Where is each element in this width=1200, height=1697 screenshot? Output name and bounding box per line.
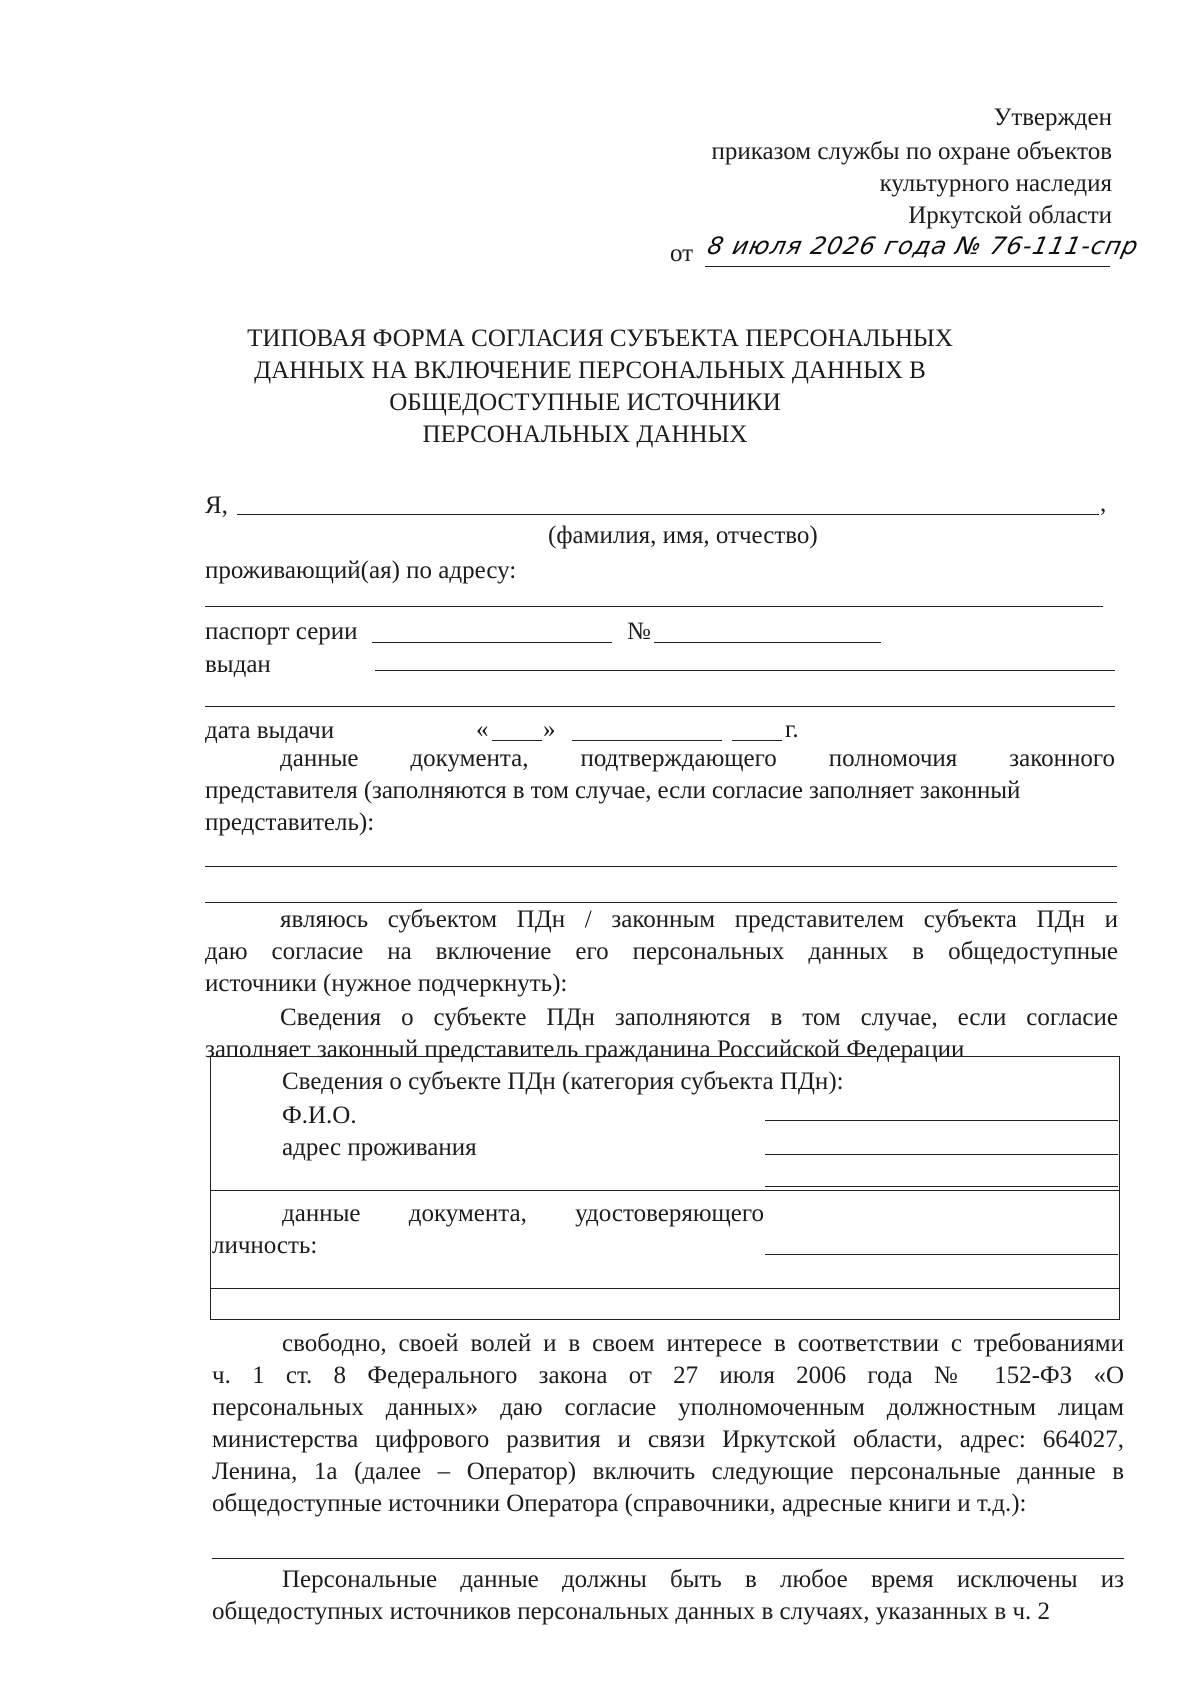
quote-open: « bbox=[476, 716, 489, 743]
approval-line-2: приказом службы по охране объектов bbox=[711, 138, 1112, 165]
consent-line-4: министерства цифрового развития и связи Иркутской области, адрес: 664027, bbox=[212, 1426, 1124, 1453]
rep-line-3: представитель): bbox=[205, 809, 375, 836]
issue-date-label: дата выдачи bbox=[205, 717, 335, 744]
table-row-divider-1 bbox=[210, 1190, 1120, 1191]
approval-handwritten-date: 8 июля 2026 года № 76-111-спр bbox=[705, 232, 1142, 260]
fio-field[interactable] bbox=[237, 514, 1099, 515]
title-line-3: ОБЩЕДОСТУПНЫЕ ИСТОЧНИКИ bbox=[389, 389, 781, 416]
passport-series-field[interactable] bbox=[372, 642, 612, 643]
approval-line-3: культурного наследия bbox=[879, 170, 1112, 197]
passport-number-label: № bbox=[627, 618, 651, 645]
consent-line-5: Ленина, 1а (далее – Оператор) включить следующие персональные данные в bbox=[212, 1458, 1124, 1485]
approval-line-1: Утвержден bbox=[993, 104, 1112, 131]
rep-line-2: представителя (заполняются в том случае, если согласие заполняет законный bbox=[205, 777, 1021, 804]
table-fio-label: Ф.И.О. bbox=[282, 1102, 357, 1129]
quote-close: » bbox=[543, 716, 556, 743]
passport-number-field[interactable] bbox=[654, 642, 881, 643]
consent-line-3: персональных данных» даю согласие уполномоченным должностным лицам bbox=[212, 1394, 1124, 1421]
subject-line-2: даю согласие на включение его персональных данных в общедоступные bbox=[205, 938, 1118, 965]
subject-line-1: являюсь субъектом ПДн / законным представителем субъекта ПДн и bbox=[280, 906, 1118, 933]
year-suffix: г. bbox=[785, 716, 799, 743]
address-label: проживающий(ая) по адресу: bbox=[205, 557, 517, 584]
exclusion-line-1: Персональные данные должны быть в любое время исключены из bbox=[282, 1566, 1124, 1593]
rep-field-1[interactable] bbox=[205, 866, 1117, 867]
table-doc-line-1: данные документа, удостоверяющего bbox=[282, 1200, 764, 1227]
exclusion-line-2: общедоступных источников персональных данных в случаях, указанных в ч. 2 bbox=[212, 1598, 1051, 1625]
fio-hint: (фамилия, имя, отчество) bbox=[548, 522, 818, 549]
table-doc-field[interactable] bbox=[765, 1254, 1118, 1255]
title-line-1: ТИПОВАЯ ФОРМА СОГЛАСИЯ СУБЪЕКТА ПЕРСОНАЛЬНЫХ bbox=[247, 325, 953, 352]
issue-day-field[interactable] bbox=[492, 740, 542, 741]
table-address-label: адрес проживания bbox=[282, 1134, 477, 1161]
table-row-divider-2 bbox=[210, 1288, 1120, 1289]
info-line-2: заполняет законный представитель гражданина Российской Федерации bbox=[205, 1036, 965, 1063]
approval-date-underline bbox=[705, 266, 1110, 267]
table-address-field-2[interactable] bbox=[765, 1186, 1118, 1187]
passport-series-label: паспорт серии bbox=[205, 618, 358, 645]
consent-line-1: свободно, своей волей и в своем интересе в соответствии с требованиями bbox=[282, 1330, 1124, 1357]
i-label: Я, bbox=[205, 492, 228, 519]
title-line-2: ДАННЫХ НА ВКЛЮЧЕНИЕ ПЕРСОНАЛЬНЫХ ДАННЫХ В bbox=[254, 357, 926, 384]
issued-field-2[interactable] bbox=[205, 706, 1115, 707]
issued-label: выдан bbox=[205, 651, 271, 678]
table-doc-line-2: личность: bbox=[212, 1232, 318, 1259]
consent-line-6: общедоступные источники Оператора (справочники, адресные книги и т.д.): bbox=[212, 1490, 1027, 1517]
consent-line-2: ч. 1 ст. 8 Федерального закона от 27 июля 2006 года № 152-ФЗ «О bbox=[212, 1362, 1124, 1389]
consent-data-field[interactable] bbox=[212, 1558, 1124, 1559]
subject-line-3: источники (нужное подчеркнуть): bbox=[205, 970, 568, 997]
approval-line-4: Иркутской области bbox=[908, 202, 1112, 229]
table-row1-title: Сведения о субъекте ПДн (категория субъекта ПДн): bbox=[282, 1068, 844, 1095]
rep-field-2[interactable] bbox=[205, 902, 1117, 903]
rep-line-1: данные документа, подтверждающего полномочия законного bbox=[280, 745, 1115, 772]
issue-year-field[interactable] bbox=[732, 740, 782, 741]
approval-from-label: от bbox=[670, 240, 694, 267]
info-line-1: Сведения о субъекте ПДн заполняются в том случае, если согласие bbox=[280, 1004, 1118, 1031]
issue-month-field[interactable] bbox=[572, 740, 722, 741]
table-fio-field[interactable] bbox=[765, 1120, 1118, 1121]
title-line-4: ПЕРСОНАЛЬНЫХ ДАННЫХ bbox=[422, 421, 748, 448]
issued-field-1[interactable] bbox=[375, 670, 1115, 671]
address-field[interactable] bbox=[205, 606, 1103, 607]
table-address-field[interactable] bbox=[765, 1154, 1118, 1155]
fio-comma: , bbox=[1100, 490, 1107, 517]
